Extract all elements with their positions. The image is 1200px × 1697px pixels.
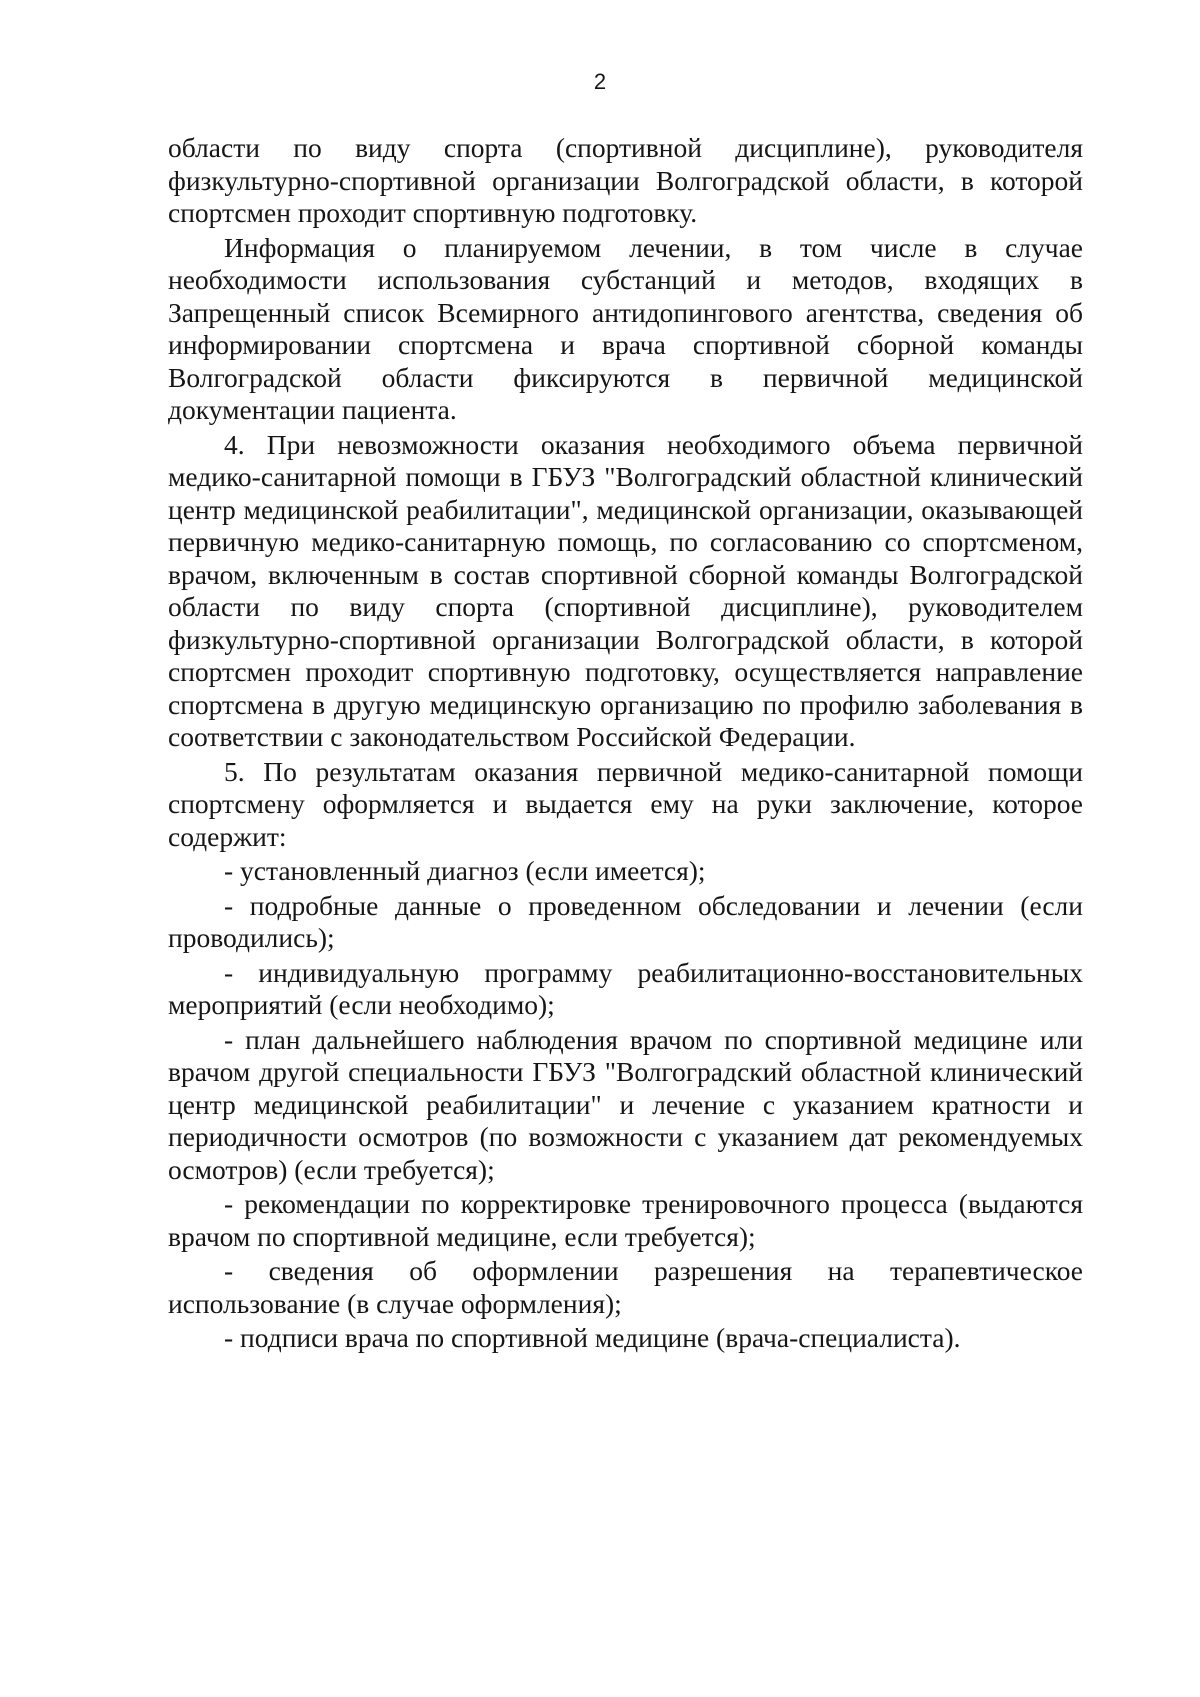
list-item-training-recommendations: - рекомендации по корректировке тренировочного процесса (выдаются врачом по спортивной медицине, если требуется);: [168, 1188, 1083, 1252]
page-number: 2: [593, 69, 607, 94]
paragraph-item-5: 5. По результатам оказания первичной медико-санитарной помощи спортсмену оформляется и выдается ему на руки заключение, которое содержит:: [168, 755, 1083, 852]
list-item-observation-plan: - план дальнейшего наблюдения врачом по спортивной медицине или врачом другой специальности ГБУЗ "Волгоградский областной клинический центр медицинской реабилитации" и лечение с указанием кратности и периодичности осмотров (по возможности с указанием дат рекомендуемых осмотров) (если требуется);: [168, 1023, 1083, 1185]
paragraph-item-4: 4. При невозможности оказания необходимого объема первичной медико-санитарной помощи в ГБУЗ "Волгоградский областной клинический центр медицинской реабилитации", медицинской организации, оказывающей первичную медико-санитарную помощь, по согласованию со спортсменом, врачом, включенным в состав спортивной сборной команды Волгоградской области по виду спорта (спортивной дисциплине), руководителем физкультурно-спортивной организации Волгоградской области, в которой спортсмен проходит спортивную подготовку, осуществляется направление спортсмена в другую медицинскую организацию по профилю заболевания в соответствии с законодательством Российской Федерации.: [168, 428, 1083, 752]
paragraph-treatment-info: Информация о планируемом лечении, в том числе в случае необходимости использования субстанций и методов, входящих в Запрещенный список Всемирного антидопингового агентства, сведения об информировании спортсмена и врача спортивной сборной команды Волгоградской области фиксируются в первичной медицинской документации пациента.: [168, 231, 1083, 425]
list-item-signatures: - подписи врача по спортивной медицине (врача-специалиста).: [224, 1322, 961, 1353]
list-item-examination: - подробные данные о проведенном обследовании и лечении (если проводились);: [168, 889, 1083, 953]
list-item-diagnosis: - установленный диагноз (если имеется);: [224, 855, 706, 886]
list-item-rehab-program: - индивидуальную программу реабилитационно-восстановительных мероприятий (если необходимо);: [168, 956, 1083, 1020]
document-body: [168, 132, 1083, 1357]
list-item-therapeutic-use: - сведения об оформлении разрешения на терапевтическое использование (в случае оформления);: [168, 1255, 1083, 1319]
paragraph-continuation: области по виду спорта (спортивной дисциплине), руководителя физкультурно-спортивной организации Волгоградской области, в которой спортсмен проходит спортивную подготовку.: [168, 132, 1083, 228]
